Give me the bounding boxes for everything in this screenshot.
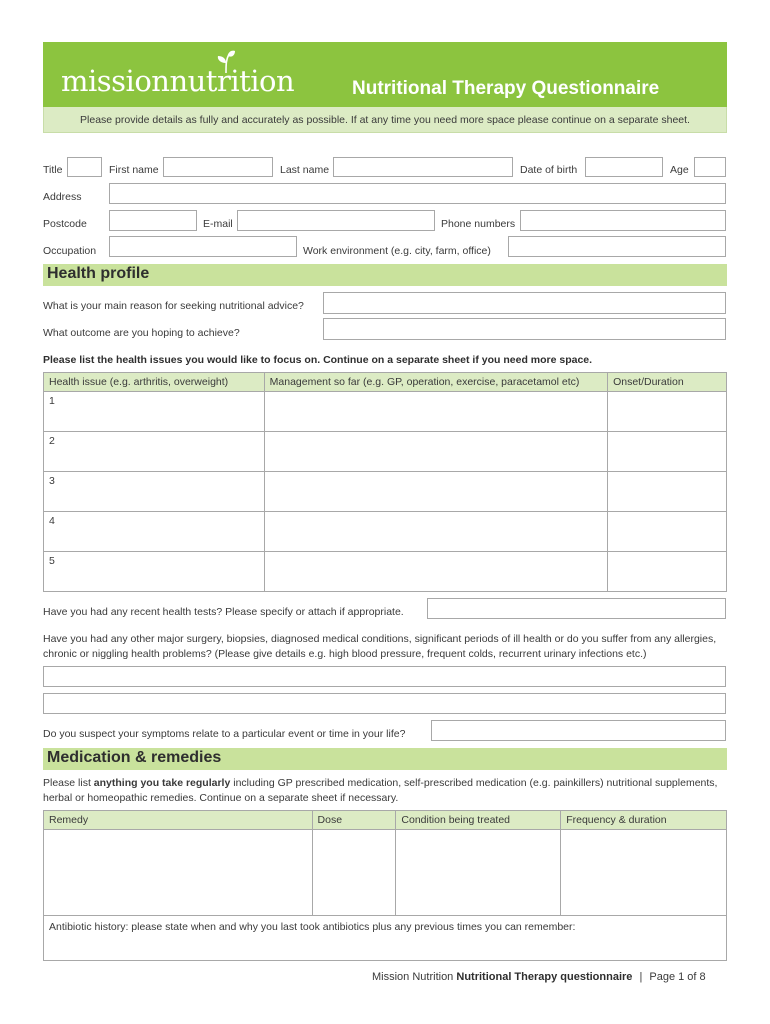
row-number[interactable]: 1 [44, 392, 265, 432]
table-row [44, 830, 727, 916]
col-health-issue: Health issue (e.g. arthritis, overweight) [44, 373, 265, 392]
col-management: Management so far (e.g. GP, operation, exercise, paracetamol etc) [264, 373, 607, 392]
age-label: Age [670, 164, 689, 176]
health-issues-table [43, 372, 727, 592]
email-field[interactable] [237, 210, 435, 231]
outcome-field[interactable] [323, 318, 726, 340]
reason-field[interactable] [323, 292, 726, 314]
symptoms-field[interactable] [431, 720, 726, 741]
row-number[interactable]: 5 [44, 552, 265, 592]
table-row [44, 432, 727, 472]
title-field[interactable] [67, 157, 102, 177]
age-field[interactable] [694, 157, 726, 177]
table-row [44, 472, 727, 512]
health-profile-title: Health profile [47, 265, 150, 282]
tests-field[interactable] [427, 598, 726, 619]
intro-pre: Please list [43, 777, 94, 789]
row-number[interactable]: 4 [44, 512, 265, 552]
row-number[interactable]: 3 [44, 472, 265, 512]
onset-cell[interactable] [608, 512, 727, 552]
work-environment-label: Work environment (e.g. city, farm, office) [303, 245, 491, 257]
last-name-field[interactable] [333, 157, 513, 177]
frequency-cell[interactable] [561, 830, 727, 916]
header-banner [43, 42, 727, 107]
dob-label: Date of birth [520, 164, 578, 176]
postcode-label: Postcode [43, 218, 87, 230]
address-field[interactable] [109, 183, 726, 204]
page-title: Nutritional Therapy Questionnaire [352, 78, 660, 99]
title-label: Title [43, 164, 63, 176]
surgery-field-1[interactable] [43, 666, 726, 687]
footer [372, 971, 706, 983]
medication-heading [43, 748, 727, 770]
col-dose: Dose [312, 811, 396, 830]
management-cell[interactable] [264, 552, 607, 592]
occupation-field[interactable] [109, 236, 297, 257]
surgery-label: Have you had any other major surgery, biopsies, diagnosed medical conditions, significant periods of ill health or do you suffer from any allergies, chronic or niggling health problems? (Please give details e.g. high blood pressure, frequent colds, recurrent urinary infections etc.) [43, 633, 717, 660]
antibiotic-cell[interactable]: Antibiotic history: please state when and why you last took antibiotics plus any previous times you can remember: [44, 916, 727, 961]
col-remedy: Remedy [44, 811, 313, 830]
management-cell[interactable] [264, 392, 607, 432]
footer-doc-name: Nutritional Therapy questionnaire [456, 971, 633, 983]
page-number: Page 1 of 8 [649, 971, 706, 983]
management-cell[interactable] [264, 432, 607, 472]
reason-label: What is your main reason for seeking nutritional advice? [43, 300, 304, 312]
last-name-label: Last name [280, 164, 330, 176]
logo-text: missionnutrition [61, 64, 295, 98]
medication-intro [43, 776, 727, 806]
first-name-field[interactable] [163, 157, 273, 177]
onset-cell[interactable] [608, 392, 727, 432]
medication-title: Medication & remedies [47, 749, 222, 766]
footer-brand: Mission Nutrition [372, 971, 454, 983]
table-row [44, 512, 727, 552]
footer-separator: | [639, 971, 643, 983]
condition-cell[interactable] [396, 830, 561, 916]
dose-cell[interactable] [312, 830, 396, 916]
col-onset: Onset/Duration [608, 373, 727, 392]
address-label: Address [43, 191, 82, 203]
symptoms-label: Do you suspect your symptoms relate to a particular event or time in your life? [43, 728, 406, 740]
row-number[interactable]: 2 [44, 432, 265, 472]
phone-label: Phone numbers [441, 218, 516, 230]
table-row [44, 392, 727, 432]
occupation-label: Occupation [43, 245, 97, 257]
management-cell[interactable] [264, 472, 607, 512]
email-label: E-mail [203, 218, 233, 230]
intro-bold: anything you take regularly [93, 777, 231, 789]
surgery-field-2[interactable] [43, 693, 726, 714]
first-name-label: First name [109, 164, 159, 176]
tests-label: Have you had any recent health tests? Please specify or attach if appropriate. [43, 606, 404, 618]
work-environment-field[interactable] [508, 236, 726, 257]
management-cell[interactable] [264, 512, 607, 552]
health-profile-heading [43, 264, 727, 286]
col-frequency: Frequency & duration [561, 811, 727, 830]
antibiotic-row [44, 916, 727, 961]
dob-field[interactable] [585, 157, 663, 177]
instructions-bar: Please provide details as fully and accurately as possible. If at any time you need more space please continue on a separate sheet. [43, 107, 727, 133]
postcode-field[interactable] [109, 210, 197, 231]
col-condition: Condition being treated [396, 811, 561, 830]
onset-cell[interactable] [608, 432, 727, 472]
table-row [44, 552, 727, 592]
medication-table [43, 810, 727, 961]
phone-field[interactable] [520, 210, 726, 231]
onset-cell[interactable] [608, 472, 727, 512]
outcome-label: What outcome are you hoping to achieve? [43, 327, 240, 339]
onset-cell[interactable] [608, 552, 727, 592]
issues-instruction: Please list the health issues you would like to focus on. Continue on a separate sheet if you need more space. [43, 354, 593, 366]
intro-post: including GP prescribed medication, self-prescribed medication (e.g. painkillers) nutritional supplements, herbal or homeopathic remedies. Continue on a separate sheet if necessary. [43, 777, 718, 804]
remedy-cell[interactable] [44, 830, 313, 916]
